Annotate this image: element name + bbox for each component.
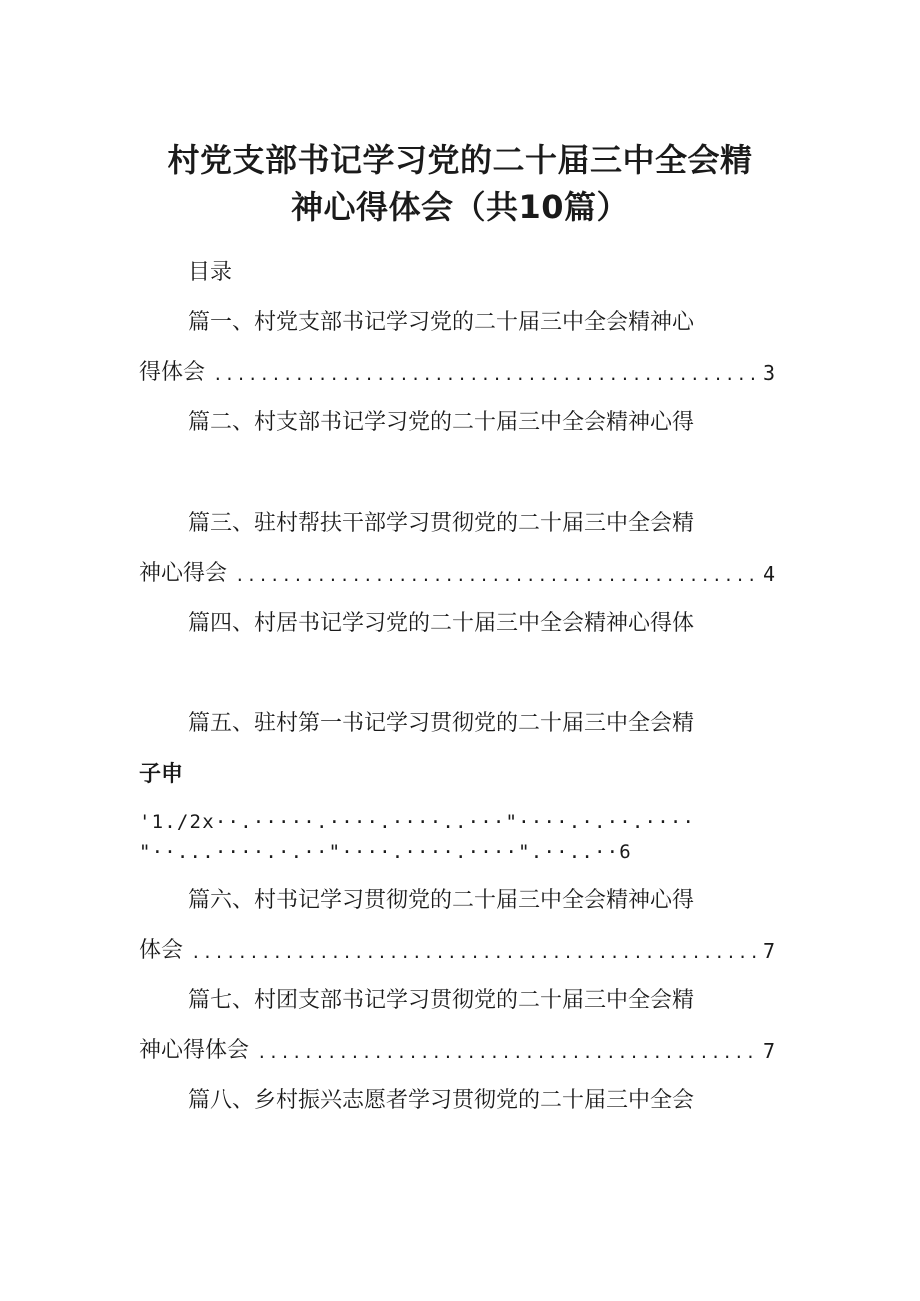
toc-entry-1-page: 3	[762, 361, 775, 385]
toc-entry-3-cont-text: 神心得会	[139, 561, 228, 586]
toc-leader-dots	[213, 362, 759, 388]
toc-entry-1-continuation[interactable]	[139, 358, 775, 388]
toc-entry-7-title[interactable]: 篇七、村团支部书记学习贯彻党的二十届三中全会精	[188, 988, 695, 1013]
toc-entry-3-page: 4	[762, 562, 775, 586]
toc-heading: 目录	[188, 260, 233, 285]
garbled-leader-row-2: "··...····.·.··"····.····.····".··..··6	[139, 841, 632, 863]
toc-entry-3-continuation[interactable]	[139, 559, 775, 589]
toc-entry-3-title[interactable]: 篇三、驻村帮扶干部学习贯彻党的二十届三中全会精	[188, 511, 695, 536]
toc-entry-6-cont-text: 体会	[139, 938, 184, 963]
toc-entry-7-page: 7	[762, 1039, 775, 1063]
document-title-line-1: 村党支部书记学习党的二十届三中全会精	[167, 141, 753, 179]
toc-leader-dots	[257, 1040, 759, 1066]
toc-entry-1-cont-text: 得体会	[139, 360, 206, 385]
toc-entry-6-continuation[interactable]	[139, 936, 775, 966]
toc-entry-8-title[interactable]: 篇八、乡村振兴志愿者学习贯彻党的二十届三中全会	[188, 1088, 695, 1113]
garbled-word: 子申	[139, 762, 184, 787]
document-title-line-2: 神心得体会（共10篇）	[290, 188, 630, 226]
toc-entry-4-title[interactable]: 篇四、村居书记学习党的二十届三中全会精神心得体	[188, 611, 695, 636]
toc-entry-1-title[interactable]: 篇一、村党支部书记学习党的二十届三中全会精神心	[188, 310, 695, 335]
toc-entry-6-page: 7	[762, 939, 775, 963]
toc-entry-2-title[interactable]: 篇二、村支部书记学习党的二十届三中全会精神心得	[188, 410, 695, 435]
toc-leader-dots	[235, 563, 759, 589]
toc-entry-6-title[interactable]: 篇六、村书记学习贯彻党的二十届三中全会精神心得	[188, 888, 695, 913]
toc-entry-5-title[interactable]: 篇五、驻村第一书记学习贯彻党的二十届三中全会精	[188, 711, 695, 736]
garbled-leader-row-1: '1./2x··.·····.····.····..···"····.·.··.····	[139, 811, 696, 833]
toc-entry-7-continuation[interactable]	[139, 1036, 775, 1066]
toc-leader-dots	[191, 940, 759, 966]
toc-entry-7-cont-text: 神心得体会	[139, 1038, 250, 1063]
